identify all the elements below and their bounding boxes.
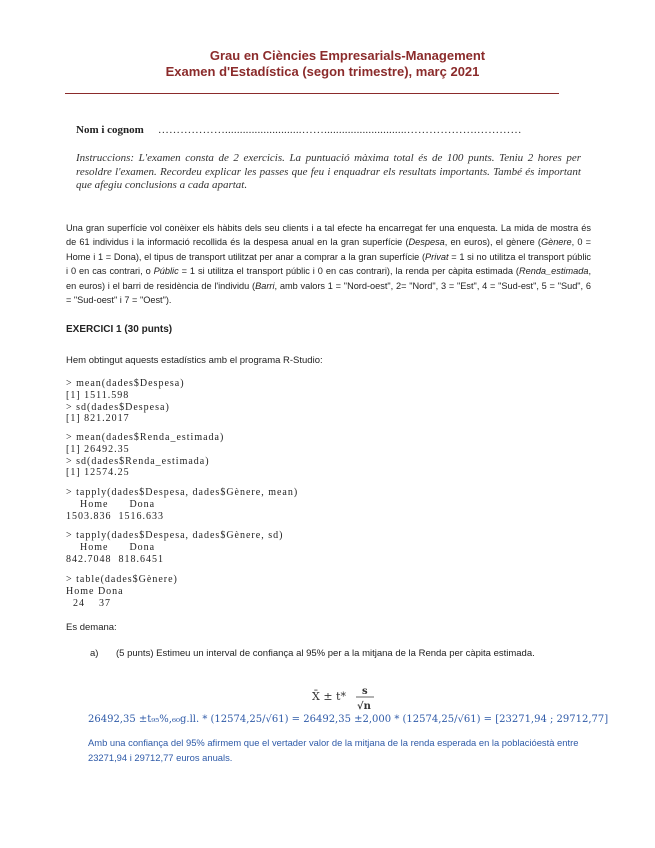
header-divider (65, 93, 559, 94)
ci-conclusion: Amb una confiança del 95% afirmem que el vertader valor de la mitjana de la renda esperada en la poblacióestà entre 23271,94 i 29712,77 euros anuals. (88, 737, 579, 763)
intro-text: = 1 si utilitza el transport públic i 0 en cas contrari), la renda per càpita estimada ( (178, 266, 519, 277)
exam-header-degree: Grau en Ciències Empresarials-Management (209, 48, 486, 63)
name-blank-dots: ………………..........................……............................……………….………… (157, 124, 522, 136)
r-output-renda: > mean(dades$Renda_estimada) [1] 26492.35 > sd(dades$Renda_estimada) [1] 12574.25 (66, 432, 225, 479)
intro-text: = 1 si no utilitza el transport públic i 0 en cas contrari, o (66, 251, 591, 277)
var-privat: Privat (425, 251, 449, 262)
exam-header-title: Examen d'Estadística (segon trimestre), març 2021 (165, 64, 480, 79)
var-barri: Barri (255, 280, 275, 291)
intro-paragraph (66, 221, 591, 307)
question-a-label: a) (90, 648, 99, 659)
ci-formula (310, 684, 390, 714)
formula-lhs: X̄ ± t* (312, 690, 346, 703)
ci-calculation: 26492,35 ±t₉₅%,₆₀g.ll. * (12574,25/√61) = 26492,35 ±2,000 * (12574,25/√61) = [23271,94 ; 29712,77] (88, 714, 609, 725)
intro-text: , en euros), el gènere ( (444, 237, 541, 248)
var-despesa: Despesa (408, 237, 445, 248)
name-label: Nom i cognom (76, 124, 144, 136)
intro-text: , en euros) i el barri de residència de l'individu ( (66, 266, 591, 291)
name-row (76, 124, 522, 136)
questions-lead: Es demana: (66, 622, 117, 633)
r-output-tapply-mean: > tapply(dades$Despesa, dades$Gènere, mean) Home Dona 1503.836 1516.633 (66, 487, 299, 522)
instructions: Instruccions: L'examen consta de 2 exercicis. La puntuació màxima total és de 100 punts. Teniu 2 hores per resoldre l'examen. Recordeu explicar les passes que feu i enquadrar els resultats importants. També és important que afegiu conclusions a cada apartat. (76, 152, 581, 191)
r-output-tapply-sd: > tapply(dades$Despesa, dades$Gènere, sd) Home Dona 842.7048 818.6451 (66, 530, 284, 565)
formula-numerator: s (362, 686, 368, 697)
r-output-table: > table(dades$Gènere) Home Dona 24 37 (66, 574, 178, 609)
exercise-1-lead: Hem obtingut aquests estadístics amb el programa R-Studio: (66, 355, 323, 366)
question-a-text: (5 punts) Estimeu un interval de confiança al 95% per a la mitjana de la Renda per càpita estimada. (116, 648, 535, 659)
var-public: Públic (153, 266, 179, 277)
formula-denominator: √n (357, 701, 371, 712)
intro-text: , 0 = Home i 1 = Dona), el tipus de transport utilitzat per anar a comprar a la gran superfície ( (66, 237, 591, 262)
var-renda: Renda_estimada (518, 266, 589, 277)
exercise-1-title: EXERCICI 1 (30 punts) (66, 324, 173, 335)
r-output-despesa: > mean(dades$Despesa) [1] 1511.598 > sd(dades$Despesa) [1] 821.2017 (66, 378, 185, 425)
var-genere: Gènere (540, 237, 572, 248)
intro-text: Una gran superfície vol conèixer els hàbits dels seu clients i a tal efecte ha encarregat fer una enquesta. La mida de mostra és de 61 individus i la informació recollida és la despesa anual en la gran superfície ( (66, 223, 591, 248)
question-a (90, 648, 535, 659)
intro-text: , amb valors 1 = "Nord-oest", 2= "Nord", 3 = "Est", 4 = "Sud-est", 5 = "Sud", 6 = "Sud-oest" i 7 = "Oest"). (66, 280, 591, 306)
